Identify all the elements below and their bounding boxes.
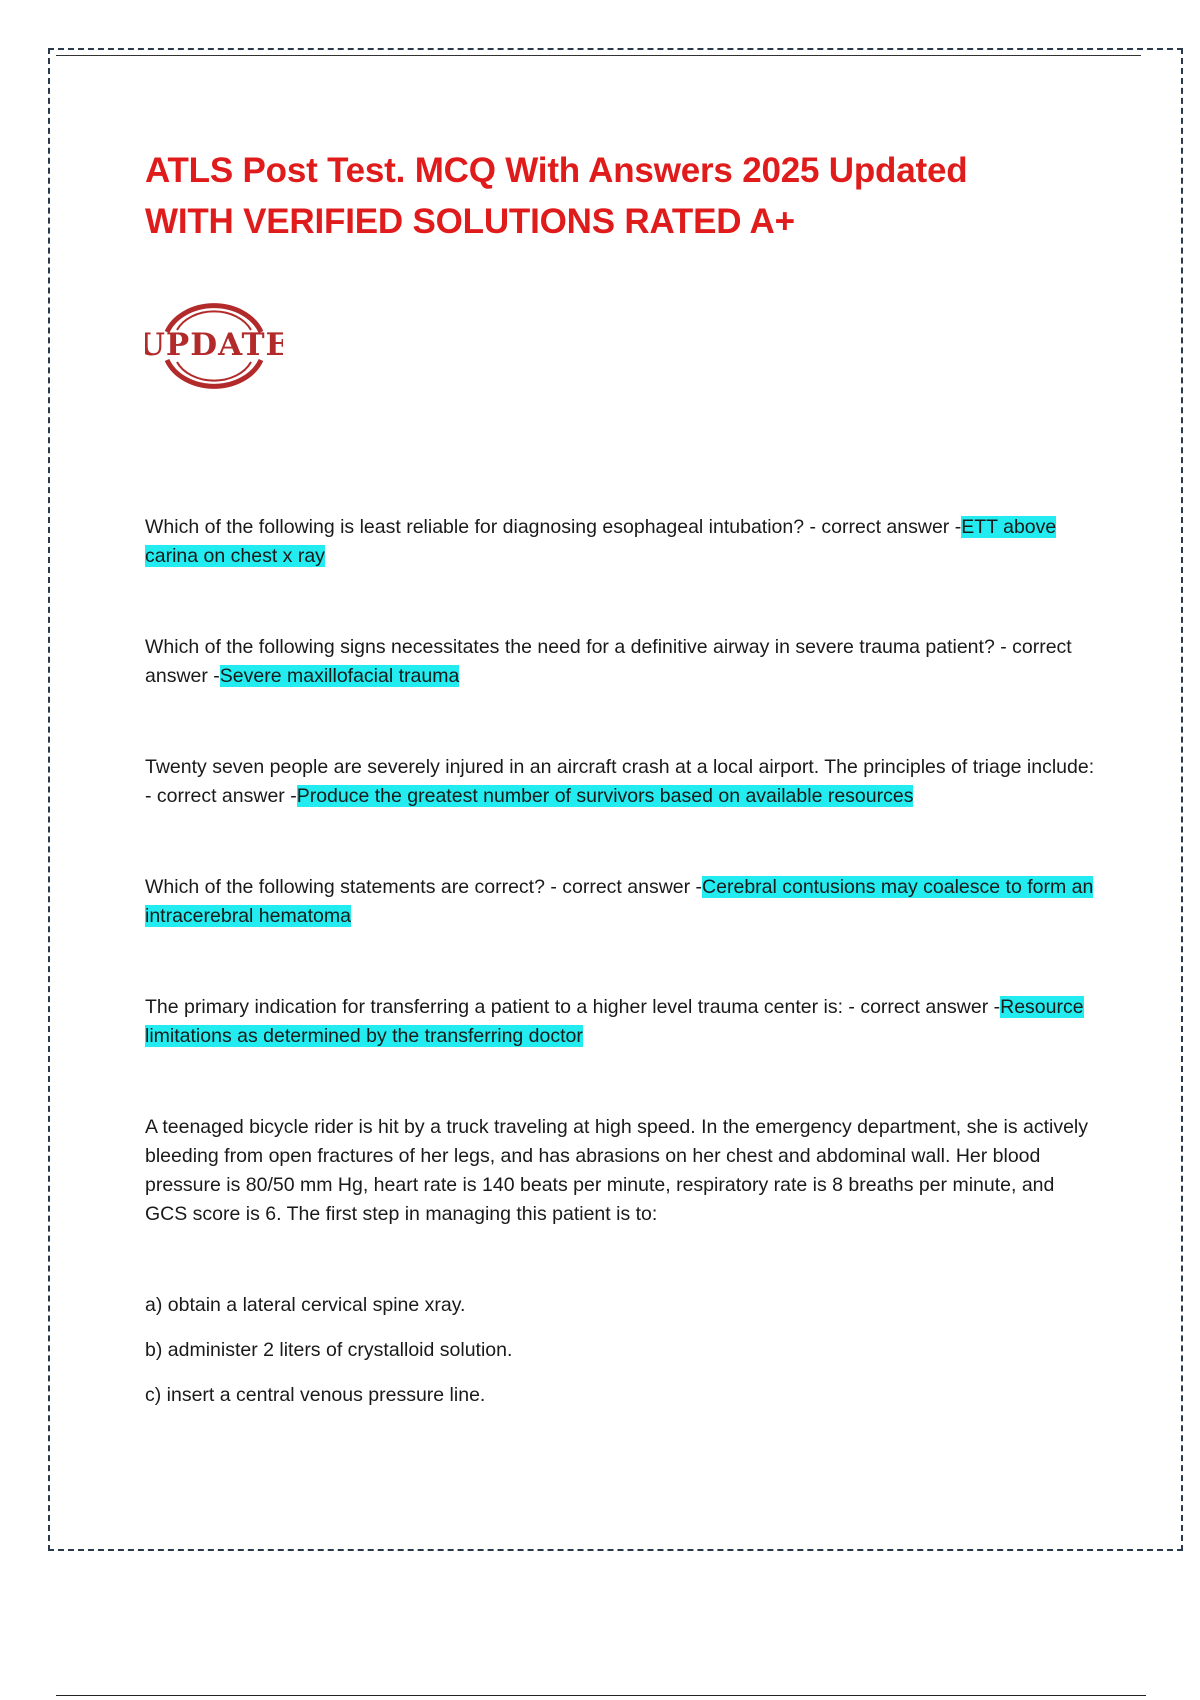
answer-highlight: Severe maxillofacial trauma xyxy=(219,665,460,687)
question-item xyxy=(145,513,1095,571)
question-text: Twenty seven people are severely injured in an aircraft crash at a local airport. The principles of triage include: - correct answer - xyxy=(145,756,1095,807)
top-rule xyxy=(56,55,1141,56)
question-text: Which of the following statements are correct? - correct answer - xyxy=(145,876,703,898)
option-c: c) insert a central venous pressure line. xyxy=(145,1384,486,1406)
title-line-1: ATLS Post Test. MCQ With Answers 2025 Updated xyxy=(145,151,968,190)
question-item xyxy=(145,753,1095,811)
title-line-2: WITH VERIFIED SOLUTIONS RATED A+ xyxy=(145,202,795,241)
stamp-label: UPDATE xyxy=(145,327,283,363)
option-b: b) administer 2 liters of crystalloid solution. xyxy=(145,1339,513,1361)
question-item xyxy=(145,633,1095,691)
answer-highlight: Cerebral contusions may coalesce to form an intracerebral hematoma xyxy=(145,876,1094,927)
document-body xyxy=(145,145,1095,1426)
question-text: The primary indication for transferring a patient to a higher level trauma center is: - correct answer - xyxy=(145,996,1001,1018)
option-a: a) obtain a lateral cervical spine xray. xyxy=(145,1294,466,1316)
update-stamp-icon xyxy=(145,292,283,400)
document-title xyxy=(145,145,1095,247)
question-list xyxy=(145,513,1095,1410)
question-text: Which of the following is least reliable for diagnosing esophageal intubation? - correct answer - xyxy=(145,516,962,538)
answer-highlight: Resource limitations as determined by the transferring doctor xyxy=(145,996,1084,1047)
answer-highlight: ETT above carina on chest x ray xyxy=(145,516,1057,567)
case-scenario-text: A teenaged bicycle rider is hit by a truck traveling at high speed. In the emergency department, she is actively bleeding from open fractures of her legs, and has abrasions on her chest and abdominal wall. Her blood pressure is 80/50 mm Hg, heart rate is 140 beats per minute, respiratory rate is 8 breaths per minute, and GCS score is 6. The first step in managing this patient is to: xyxy=(145,1116,1089,1225)
question-item xyxy=(145,873,1095,931)
question-item xyxy=(145,993,1095,1051)
answer-highlight: Produce the greatest number of survivors based on available resources xyxy=(296,785,914,807)
question-text: Which of the following signs necessitates the need for a definitive airway in severe trauma patient? - correct answer - xyxy=(145,636,1072,687)
bottom-rule xyxy=(56,1695,1146,1696)
answer-options xyxy=(145,1291,1095,1410)
